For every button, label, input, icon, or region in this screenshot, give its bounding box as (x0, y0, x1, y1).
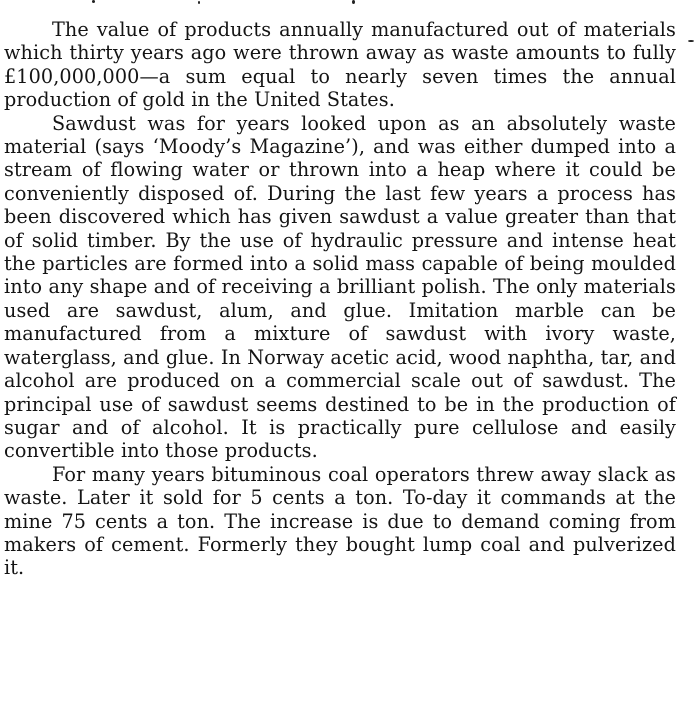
print-speck (688, 40, 694, 42)
paragraph-sawdust: Sawdust was for years looked upon as an absolutely waste material (says ‘Moody’s Magazine’), and was either dumped into a stream of flowing water or thrown into a heap where it could be conveniently disposed of. During the last few years a process has been discovered which has given sawdust a value greater than that of solid timber. By the use of hydraulic pressure and intense heat the particles are formed into a solid mass capable of being moulded into any shape and of receiving a brilliant polish. The only materials used are sawdust, alum, and glue. Imitation marble can be manufactured from a mixture of sawdust with ivory waste, waterglass, and glue. In Norway acetic acid, wood naphtha, tar, and alcohol are produced on a commercial scale out of sawdust. The principal use of sawdust seems destined to be in the production of sugar and of alcohol. It is practically pure cellulose and easily convertible into those products. (4, 111, 676, 463)
print-speck (352, 0, 355, 4)
paragraph-coal-slack: For many years bituminous coal operators threw away slack as waste. Later it sold for 5 cents a ton. To-day it commands at the mine 75 cents a ton. The increase is due to demand coming from makers of cement. Formerly they bought lump coal and pulverized it. (4, 462, 676, 580)
print-speck (92, 0, 95, 3)
print-speck (198, 1, 200, 4)
paragraph-waste-value: The value of products annually manufactured out of materials which thirty years ago were thrown away as waste amounts to fully £100,000,000—a sum equal to nearly seven times the annual production of gold in the United States. (4, 18, 676, 112)
news-clipping (4, 18, 676, 580)
